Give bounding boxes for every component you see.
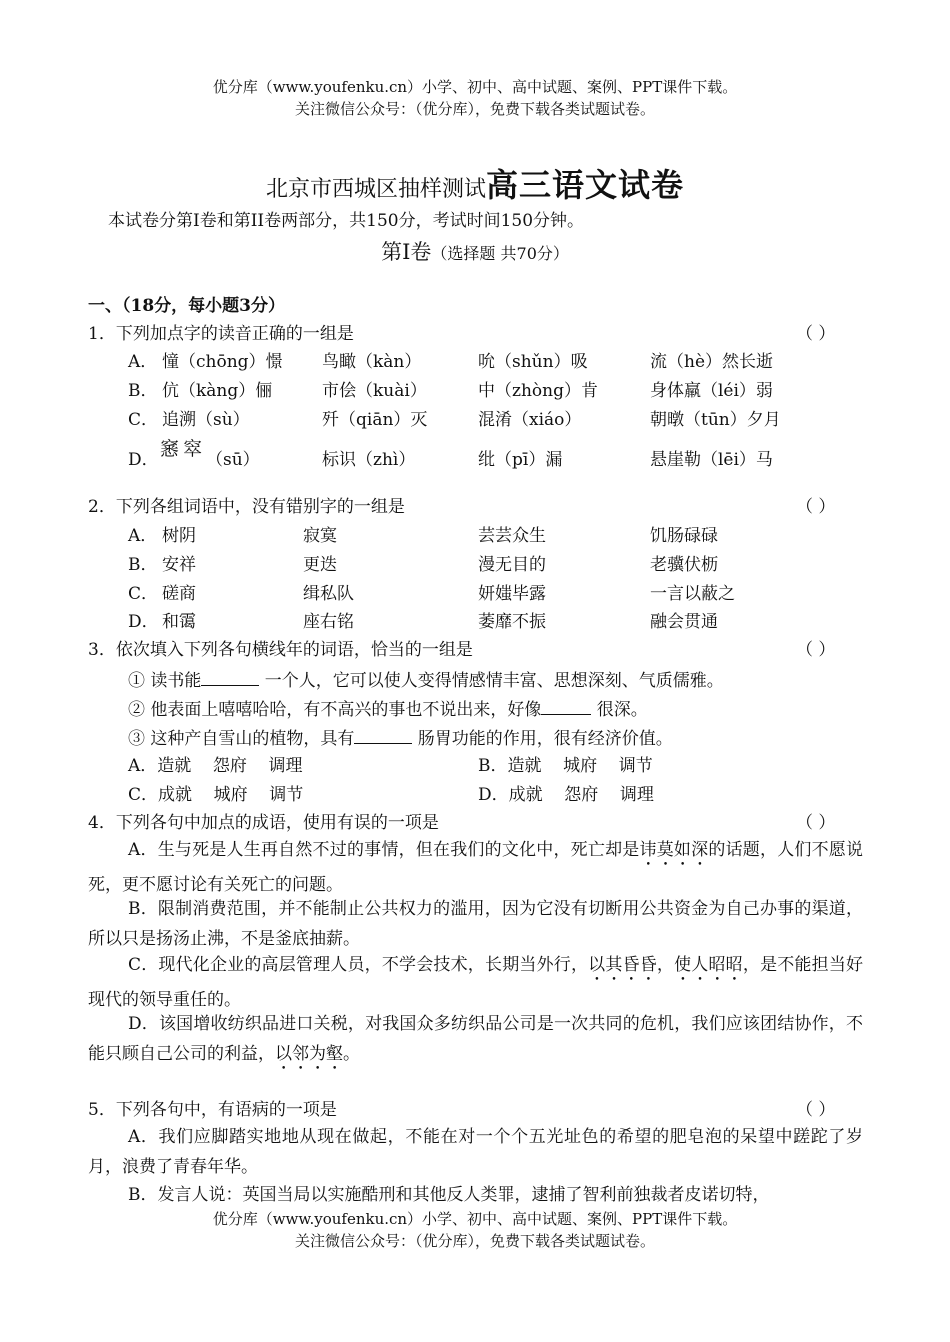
q1-option-b-label: B． bbox=[128, 381, 158, 401]
q4-option-b bbox=[88, 894, 863, 954]
volume-heading bbox=[0, 236, 950, 266]
q3-blank-2 bbox=[541, 696, 591, 715]
q3-sentence-2-end: 很深。 bbox=[591, 700, 648, 720]
footer-line-2: 关注微信公众号：（优分库），免费下载各类试题试卷。 bbox=[294, 1232, 655, 1250]
header-line-1: 优分库（www.youfenku.cn）小学、初中、高中试题、案例、PPT课件下载。 bbox=[212, 78, 738, 96]
q1-option-b-2: 市侩（kuài） bbox=[322, 381, 427, 401]
q4-option-c-post: ，是不能担当好现代的领导重任的。 bbox=[88, 955, 864, 1010]
site-header bbox=[0, 76, 950, 120]
q4-option-a bbox=[88, 835, 863, 900]
q2-option-c-1: 磋商 bbox=[162, 584, 196, 604]
q1-option-b-1: 伉（kàng）俪 bbox=[162, 381, 273, 401]
q2-option-c-2: 缉私队 bbox=[303, 584, 354, 604]
q4-option-c bbox=[88, 950, 863, 1015]
q1-option-d-2: 标识（zhì） bbox=[322, 450, 416, 470]
q1-option-c-3: 混淆（xiáo） bbox=[478, 410, 582, 430]
q3-sentence-3 bbox=[128, 725, 673, 751]
q3-sentence-3-start: ③ 这种产自雪山的植物，具有 bbox=[128, 729, 355, 749]
q1-option-c-2: 歼（qiān）灭 bbox=[322, 410, 428, 430]
q2-option-d-1: 和霭 bbox=[162, 612, 196, 632]
q4-option-a-pre: A．生与死是人生再自然不过的事情，但在我们的文化中，死亡却是 bbox=[128, 840, 640, 860]
q2-option-b-4: 老骥伏枥 bbox=[650, 555, 718, 575]
q3-answer-paren: （ ） bbox=[796, 640, 836, 660]
q1-option-c-label: C． bbox=[128, 410, 159, 430]
section-1-heading: 一、（18分，每小题3分） bbox=[88, 296, 285, 316]
q1-option-a-2: 鸟瞰（kàn） bbox=[322, 352, 422, 372]
q1-option-d-4: 悬崖勒（lēi）马 bbox=[650, 450, 773, 470]
q4-option-d-pre: D．该国增收纺织品进口关税，对我国众多纺织品公司是一次共同的危机，我们应该团结协作，不能只顾自己公司的利益， bbox=[88, 1014, 863, 1064]
q1-option-b-3: 中（zhòng）肯 bbox=[478, 381, 598, 401]
q2-option-c-4: 一言以蔽之 bbox=[650, 584, 735, 604]
title-main: 高三语文试卷 bbox=[486, 166, 685, 204]
q2-option-d-label: D． bbox=[128, 612, 159, 632]
q2-option-b-3: 漫无目的 bbox=[478, 555, 546, 575]
q4-stem: 4．下列各句中加点的成语，使用有误的一项是 bbox=[88, 813, 439, 833]
q1-option-d-label: D． bbox=[128, 450, 159, 470]
q2-option-d-2: 座右铭 bbox=[303, 612, 354, 632]
q4-option-d-idiom: 以邻为壑 bbox=[275, 1044, 343, 1064]
volume-note: （选择题 共70分） bbox=[431, 244, 569, 263]
q5-option-a: A．我们应脚踏实地地从现在做起，不能在对一个个五光址色的希望的肥皂泡的呆望中蹉跎了岁月，浪费了青春年华。 bbox=[88, 1127, 863, 1177]
q5-option-b: B．发言人说：英国当局以实施酷刑和其他反人类罪，逮捕了智利前独裁者皮诺切特， bbox=[128, 1185, 770, 1205]
q1-option-c-1: 追溯（sù） bbox=[162, 410, 250, 430]
q4-answer-paren: （ ） bbox=[796, 813, 836, 833]
q2-answer-paren: （ ） bbox=[796, 497, 836, 517]
q3-option-a: A．造就 怨府 调理 bbox=[128, 756, 303, 776]
volume-label: 第Ⅰ卷 bbox=[381, 240, 432, 264]
q1-option-a-4: 流（hè）然长逝 bbox=[650, 352, 774, 372]
footer-line-1: 优分库（www.youfenku.cn）小学、初中、高中试题、案例、PPT课件下载。 bbox=[212, 1210, 738, 1228]
q3-sentence-3-end: 肠胃功能的作用，很有经济价值。 bbox=[412, 729, 673, 749]
q4-option-d-post: 。 bbox=[343, 1044, 360, 1064]
q1-option-a-label: A． bbox=[128, 352, 158, 372]
q4-option-c-idiom-2: 使人昭昭 bbox=[674, 955, 743, 975]
q4-option-a-post: 的话题，人们不愿说死，更不愿讨论有关死亡的问题。 bbox=[88, 840, 864, 895]
q3-sentence-2 bbox=[128, 696, 648, 722]
q2-option-b-label: B． bbox=[128, 555, 158, 575]
q4-option-d bbox=[88, 1009, 863, 1074]
q1-stem: 1．下列加点字的读音正确的一组是 bbox=[88, 324, 354, 344]
q1-option-c-4: 朝暾（tūn）夕月 bbox=[650, 410, 781, 430]
q2-option-a-4: 饥肠碌碌 bbox=[650, 526, 718, 546]
q4-option-a-idiom: 讳莫如深 bbox=[639, 840, 709, 860]
q1-option-a-3: 吮（shǔn）吸 bbox=[478, 352, 588, 372]
q3-sentence-1-start: ① 读书能 bbox=[128, 671, 202, 691]
q5-stem: 5．下列各句中，有语病的一项是 bbox=[88, 1100, 337, 1120]
q3-blank-3 bbox=[354, 725, 412, 744]
q4-option-b-post: ，不是釜底抽薪。 bbox=[224, 929, 360, 949]
q4-option-c-pre: C．现代化企业的高层管理人员，不学会技术，长期当外行， bbox=[128, 955, 589, 975]
q4-option-c-idiom-1: 以其昏昏 bbox=[588, 955, 657, 975]
q2-option-b-1: 安祥 bbox=[162, 555, 196, 575]
header-line-2: 关注微信公众号：（优分库），免费下载各类试题试卷。 bbox=[294, 100, 655, 118]
q2-option-a-2: 寂寞 bbox=[303, 526, 337, 546]
q4-option-b-pre: B．限制消费范围，并不能制止公共权力的滥用，因为它没有切断用公共资金为自己办事的渠道，所以只是 bbox=[88, 899, 863, 949]
q3-sentence-2-start: ② 他表面上嘻嘻哈哈，有不高兴的事也不说出来，好像 bbox=[128, 700, 542, 720]
q1-option-d-1: （sū） bbox=[206, 450, 260, 470]
q3-blank-1 bbox=[201, 667, 259, 686]
q1-option-d-3: 纰（pī）漏 bbox=[478, 450, 563, 470]
q3-stem: 3．依次填入下列各句横线年的词语，恰当的一组是 bbox=[88, 640, 473, 660]
q3-option-c: C．成就 城府 调节 bbox=[128, 785, 304, 805]
q2-stem: 2．下列各组词语中，没有错别字的一组是 bbox=[88, 497, 405, 517]
exam-title bbox=[0, 160, 950, 206]
q2-option-c-label: C． bbox=[128, 584, 159, 604]
exam-intro: 本试卷分第I卷和第II卷两部分，共150分，考试时间150分钟。 bbox=[108, 211, 585, 231]
q4-option-b-idiom: 扬汤止沸 bbox=[156, 929, 224, 949]
q1-option-d-chars: 窸窣 bbox=[160, 438, 207, 460]
q3-option-b: B．造就 城府 调节 bbox=[478, 756, 653, 776]
title-prefix: 北京市西城区抽样测试 bbox=[265, 177, 486, 202]
site-footer bbox=[0, 1208, 950, 1252]
q2-option-a-1: 树阴 bbox=[162, 526, 196, 546]
q2-option-b-2: 更迭 bbox=[303, 555, 337, 575]
q5-answer-paren: （ ） bbox=[796, 1100, 836, 1120]
q3-option-d: D．成就 怨府 调理 bbox=[478, 785, 654, 805]
q3-sentence-1 bbox=[128, 667, 724, 693]
q3-sentence-1-end: 一个人，它可以使人变得情感情丰富、思想深刻、气质儒雅。 bbox=[259, 671, 724, 691]
q1-option-a-1: 憧（chōng）憬 bbox=[162, 352, 283, 372]
q1-answer-paren: （ ） bbox=[796, 324, 836, 344]
q4-option-c-mid: ， bbox=[656, 955, 675, 975]
q2-option-d-3: 萎靡不振 bbox=[478, 612, 546, 632]
q2-option-d-4: 融会贯通 bbox=[650, 612, 718, 632]
q2-option-a-3: 芸芸众生 bbox=[478, 526, 546, 546]
q2-option-a-label: A． bbox=[128, 526, 158, 546]
q2-option-c-3: 妍媸毕露 bbox=[478, 584, 546, 604]
q1-option-b-4: 身体羸（léi）弱 bbox=[650, 381, 773, 401]
